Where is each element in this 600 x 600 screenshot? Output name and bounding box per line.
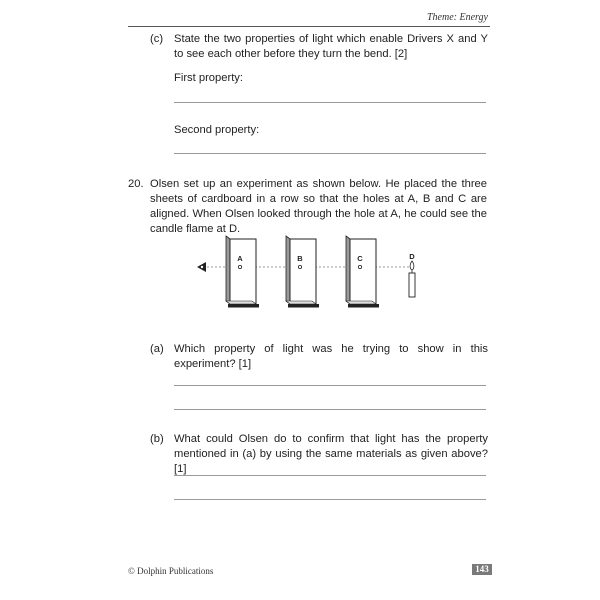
page-number: 143 xyxy=(472,564,492,575)
q20-intro: Olsen set up an experiment as shown below. He placed the three sheets of cardboard in a row so that the holes at A, B and C are aligned. When Olsen looked through the hole at A, he could see the candle flame at D. xyxy=(150,178,487,235)
candle-icon xyxy=(409,261,415,297)
answer-line[interactable] xyxy=(174,102,486,103)
cardboard-b xyxy=(286,236,319,308)
header-rule xyxy=(128,26,490,27)
q20-number: 20. xyxy=(128,178,144,190)
publisher-credit: © Dolphin Publications xyxy=(128,566,214,576)
second-property-label: Second property: xyxy=(174,124,260,136)
label-c: C xyxy=(357,254,363,263)
label-d: D xyxy=(409,252,415,261)
cardboard-a xyxy=(226,236,259,308)
experiment-diagram xyxy=(190,228,430,314)
q19c-number: (c) xyxy=(150,33,164,45)
q20b-number: (b) xyxy=(150,433,164,445)
answer-line[interactable] xyxy=(174,499,486,500)
q20b-text: What could Olsen do to confirm that light has the property mentioned in (a) by using the same materials as given above? [1] xyxy=(174,433,488,475)
hole-c xyxy=(358,265,361,268)
cardboard-c xyxy=(346,236,379,308)
hole-b xyxy=(298,265,301,268)
answer-line[interactable] xyxy=(174,475,486,476)
first-property-label: First property: xyxy=(174,72,244,84)
theme-label: Theme: Energy xyxy=(427,12,488,23)
eye-icon xyxy=(197,262,206,272)
label-b: B xyxy=(297,254,303,263)
label-a: A xyxy=(237,254,243,263)
q20a-number: (a) xyxy=(150,343,164,355)
answer-line[interactable] xyxy=(174,385,486,386)
answer-line[interactable] xyxy=(174,153,486,154)
q20a-text: Which property of light was he trying to show in this experiment? [1] xyxy=(174,343,488,370)
answer-line[interactable] xyxy=(174,409,486,410)
hole-a xyxy=(238,265,241,268)
q19c-text: State the two properties of light which enable Drivers X and Y to see each other before they turn the bend. [2] xyxy=(174,33,488,60)
